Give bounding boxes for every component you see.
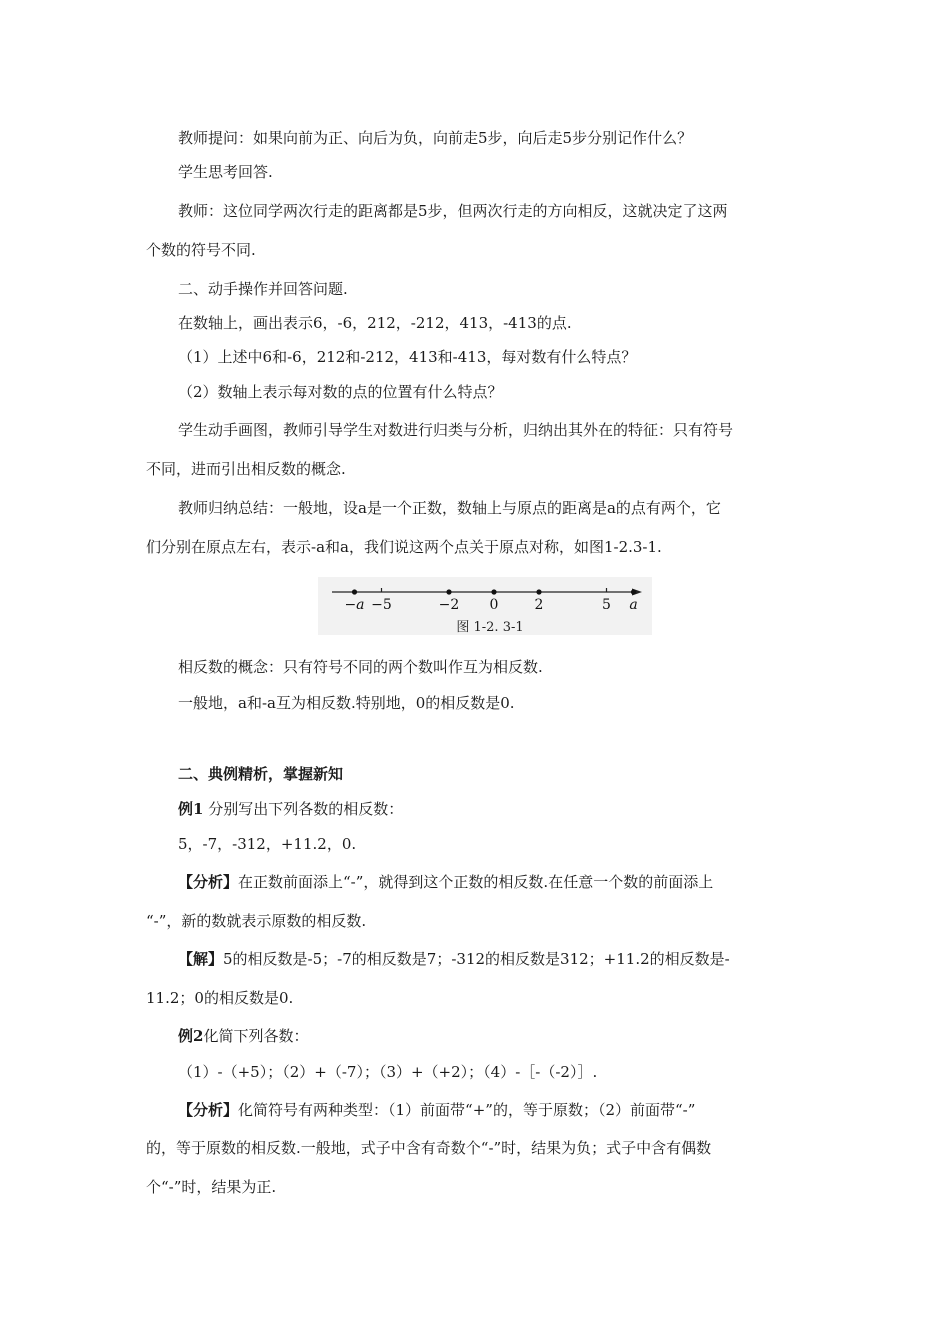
paragraph: 们分别在原点左右，表示-a和a，我们说这两个点关于原点对称，如图1-2.3-1. (146, 538, 662, 556)
number-line-point (631, 589, 636, 594)
number-line-point (352, 589, 357, 594)
number-line-point (536, 589, 541, 594)
number-line-point (491, 589, 496, 594)
solution-label: 【解】 (178, 950, 224, 968)
analysis-label: 【分析】 (178, 1101, 239, 1119)
example-1 (178, 799, 403, 819)
paragraph: 在数轴上，画出表示6，-6，212，-212，413，-413的点. (178, 314, 572, 332)
analysis-1 (178, 872, 713, 892)
paragraph: 11.2；0的相反数是0. (146, 989, 294, 1007)
paragraph: （1）上述中6和-6，212和-212，413和-413，每对数有什么特点？ (178, 348, 637, 366)
section-heading: 二、典例精析，掌握新知 (178, 765, 344, 783)
paragraph: 的，等于原数的相反数.一般地，式子中含有奇数个“-”时，结果为负；式子中含有偶数 (146, 1139, 712, 1157)
example-label: 例1 (178, 800, 204, 818)
analysis-text: 化简符号有两种类型：（1）前面带“+”的，等于原数；（2）前面带“-” (238, 1101, 696, 1119)
paragraph: 5，-7，-312，+11.2，0. (178, 835, 357, 853)
figure-caption: 图 1-2. 3-1 (456, 620, 524, 635)
example-label: 例2 (178, 1027, 204, 1045)
paragraph: （2）数轴上表示每对数的点的位置有什么特点？ (178, 383, 503, 401)
paragraph: 不同，进而引出相反数的概念. (146, 460, 346, 478)
paragraph: 学生动手画图，教师引导学生对数进行归类与分析，归纳出其外在的特征：只有符号 (178, 421, 734, 439)
analysis-text: 在正数前面添上“-”，就得到这个正数的相反数.在任意一个数的前面添上 (238, 873, 714, 891)
number-line-point (446, 589, 451, 594)
example-text: 分别写出下列各数的相反数： (203, 800, 404, 818)
solution-1 (178, 949, 730, 969)
number-line (318, 577, 652, 635)
paragraph: 二、动手操作并回答问题. (178, 280, 348, 298)
solution-text: 5的相反数是-5；-7的相反数是7；-312的相反数是312；+11.2的相反数是- (223, 950, 730, 968)
number-line-label: 5 (602, 597, 611, 613)
number-line-label: 2 (534, 597, 544, 613)
number-line-label: −a (344, 597, 365, 613)
paragraph: 个数的符号不同. (146, 241, 256, 259)
paragraph: 一般地，a和-a互为相反数.特别地，0的相反数是0. (178, 694, 515, 712)
paragraph: 教师归纳总结：一般地，设a是一个正数，数轴上与原点的距离是a的点有两个，它 (178, 499, 721, 517)
analysis-2 (178, 1100, 695, 1120)
example-2 (178, 1026, 308, 1046)
paragraph: 教师：这位同学两次行走的距离都是5步，但两次行走的方向相反，这就决定了这两 (178, 202, 728, 220)
paragraph: 个“-”时，结果为正. (146, 1178, 277, 1196)
number-line-figure (318, 577, 652, 635)
analysis-label: 【分析】 (178, 873, 239, 891)
number-line-label: 0 (489, 597, 499, 613)
number-line-label: −5 (371, 597, 392, 613)
paragraph: 学生思考回答. (178, 163, 273, 181)
paragraph: （1）-（+5）；（2）+（-7）；（3）+（+2）；（4）-［-（-2）］. (178, 1063, 598, 1081)
example-text: 化简下列各数： (203, 1027, 309, 1045)
paragraph: “-”，新的数就表示原数的相反数. (146, 912, 367, 930)
number-line-label: a (629, 597, 638, 613)
number-line-label: −2 (438, 597, 460, 613)
paragraph: 教师提问：如果向前为正、向后为负，向前走5步，向后走5步分别记作什么？ (178, 129, 693, 147)
paragraph: 相反数的概念：只有符号不同的两个数叫作互为相反数. (178, 658, 543, 676)
